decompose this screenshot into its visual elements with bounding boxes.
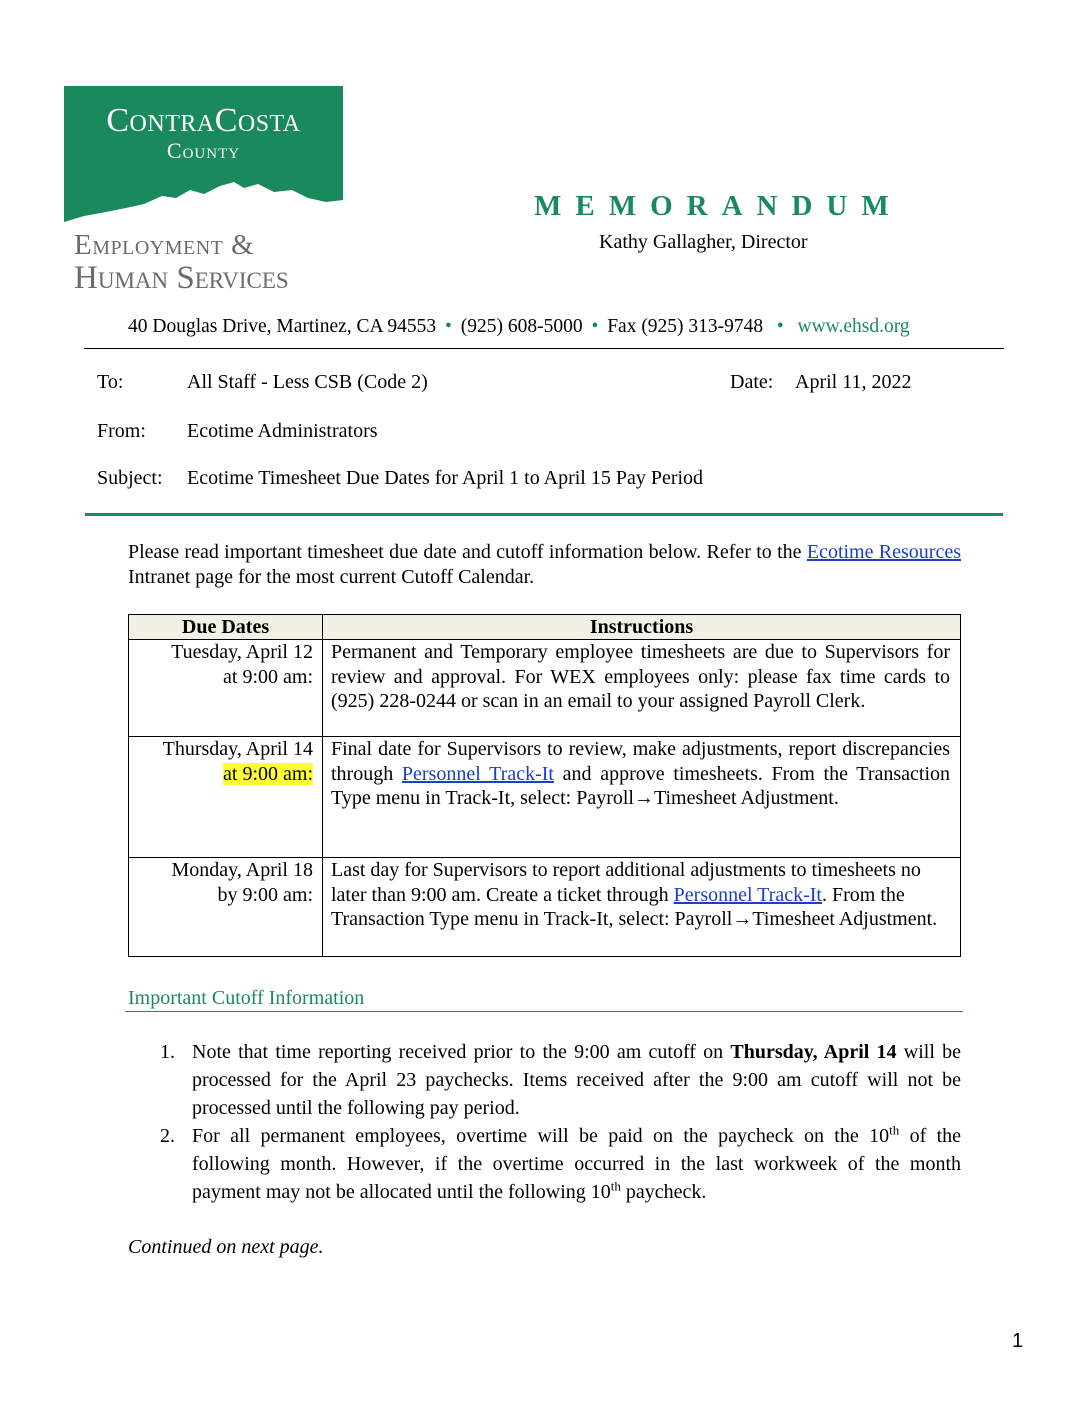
list-text: paycheck. bbox=[620, 1181, 707, 1203]
due-date-day: Thursday, April 14 bbox=[162, 738, 313, 760]
list-number: 1. bbox=[160, 1041, 175, 1063]
instruction-text: . From the Transaction Type menu in Track-It, select: Payroll→Timesheet Adjustment. bbox=[331, 883, 938, 930]
cutoff-heading: Important Cutoff Information bbox=[128, 987, 365, 1009]
page-number: 1 bbox=[1012, 1330, 1024, 1352]
table-row bbox=[129, 858, 961, 957]
date-label: Date: bbox=[730, 371, 774, 393]
due-date-time: at 9:00 am: bbox=[223, 665, 313, 688]
intro-text: Intranet page for the most current Cutoff Calendar. bbox=[128, 566, 535, 588]
list-text: Note that time reporting received prior to the 9:00 am cutoff on bbox=[192, 1041, 731, 1063]
due-date-cell bbox=[129, 737, 323, 858]
address: 40 Douglas Drive, Martinez, CA 94553 bbox=[128, 316, 437, 337]
column-header-due-dates: Due Dates bbox=[129, 615, 323, 640]
due-date-cell bbox=[129, 640, 323, 737]
intro-paragraph bbox=[128, 540, 961, 590]
subject-label: Subject: bbox=[97, 467, 163, 489]
logo-text-contracosta: ContraCosta bbox=[106, 102, 301, 139]
list-text-bold: Thursday, April 14 bbox=[730, 1041, 897, 1063]
instruction-cell bbox=[323, 640, 961, 737]
due-dates-table bbox=[128, 614, 961, 957]
to-value: All Staff - Less CSB (Code 2) bbox=[187, 371, 428, 393]
due-date-time-highlighted: at 9:00 am: bbox=[223, 762, 313, 785]
from-value: Ecotime Administrators bbox=[187, 420, 378, 442]
subject-value: Ecotime Timesheet Due Dates for April 1 to April 15 Pay Period bbox=[187, 467, 704, 489]
fax: Fax (925) 313-9748 bbox=[607, 316, 764, 337]
column-header-instructions: Instructions bbox=[323, 615, 961, 640]
due-date-time: by 9:00 am: bbox=[217, 883, 313, 906]
bullet-separator: • bbox=[445, 316, 452, 337]
table-row bbox=[129, 640, 961, 737]
address-line bbox=[128, 316, 910, 338]
ordinal-suffix: th bbox=[610, 1178, 621, 1194]
logo-text-employment: Employment & bbox=[74, 229, 255, 261]
list-text: of the following month. However, if the overtime occurred in the last workweek of the month payment may not be allocated until the following 10 bbox=[192, 1125, 962, 1203]
instruction-cell bbox=[323, 858, 961, 957]
logo-text-county: County bbox=[166, 138, 241, 163]
intro-text: Please read important timesheet due date and cutoff information below. Refer to the bbox=[128, 541, 807, 563]
from-label: From: bbox=[97, 420, 146, 442]
to-label: To: bbox=[97, 371, 124, 393]
bullet-separator: • bbox=[591, 316, 599, 337]
ecotime-resources-link[interactable]: Ecotime Resources bbox=[806, 541, 961, 563]
cutoff-divider bbox=[125, 1011, 963, 1012]
instruction-text: Final date for Supervisors to review, make adjustments, report discrepancies through bbox=[331, 738, 950, 785]
continued-note: Continued on next page. bbox=[128, 1236, 324, 1258]
date-value: April 11, 2022 bbox=[795, 371, 912, 393]
website-link[interactable]: www.ehsd.org bbox=[797, 316, 910, 337]
table-row bbox=[129, 737, 961, 858]
due-date-cell bbox=[129, 858, 323, 957]
ordinal-suffix: th bbox=[889, 1122, 900, 1138]
list-text: For all permanent employees, overtime will be paid on the paycheck on the 10 bbox=[192, 1125, 890, 1147]
list-item bbox=[160, 1122, 961, 1206]
director-name: Kathy Gallagher, Director bbox=[599, 231, 808, 253]
instruction-text: and approve timesheets. From the Transaction Type menu in Track-It, select: Payroll→Timesheet Adjustment. bbox=[331, 762, 950, 809]
list-number: 2. bbox=[160, 1125, 175, 1147]
list-text: will be processed for the April 23 paychecks. Items received after the 9:00 am cutoff will not be processed until the following pay period. bbox=[192, 1041, 961, 1119]
due-date-day: Monday, April 18 bbox=[171, 859, 313, 881]
header-green-divider bbox=[85, 513, 1003, 516]
instruction-cell bbox=[323, 737, 961, 858]
personnel-track-it-link[interactable]: Personnel Track-It bbox=[401, 762, 554, 785]
personnel-track-it-link[interactable]: Personnel Track-It bbox=[673, 883, 822, 906]
bullet-separator: • bbox=[772, 316, 789, 337]
logo-text-human-services: Human Services bbox=[74, 260, 289, 296]
due-date-day: Tuesday, April 12 bbox=[171, 641, 313, 663]
header-divider bbox=[84, 348, 1004, 349]
list-item bbox=[160, 1038, 961, 1122]
phone: (925) 608-5000 bbox=[460, 316, 583, 337]
cutoff-list bbox=[160, 1038, 961, 1206]
agency-logo bbox=[64, 86, 343, 228]
instruction-text: Last day for Supervisors to report additional adjustments to timesheets no later than 9:00 am. Create a ticket through bbox=[331, 859, 921, 906]
instruction-text: Permanent and Temporary employee timesheets are due to Supervisors for review and approval. For WEX employees only: please fax time cards to (925) 228-0244 or scan in an email to your assigned Payroll Clerk. bbox=[331, 641, 950, 712]
table-header-row bbox=[129, 615, 961, 640]
memo-title: MEMORANDUM bbox=[534, 190, 903, 222]
mountain-icon bbox=[64, 178, 343, 228]
